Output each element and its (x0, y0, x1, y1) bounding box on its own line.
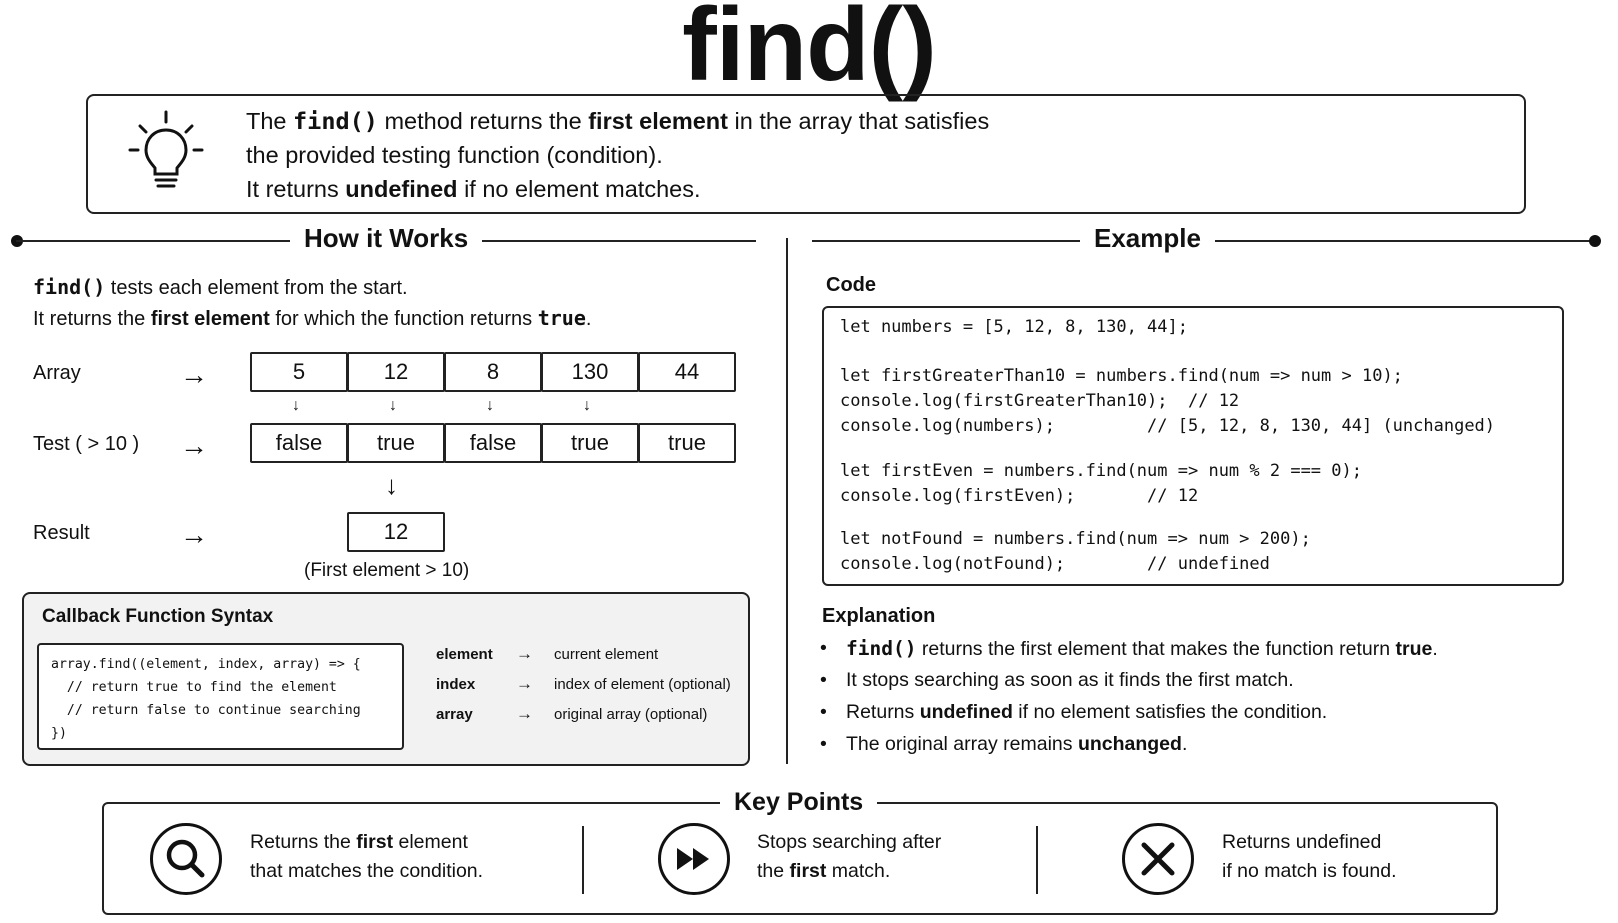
callback-code: array.find((element, index, array) => { // return true to find the element // return false to continue searching }) (37, 643, 404, 750)
right-arrow-icon: → (516, 644, 533, 663)
array-label: Array (33, 362, 81, 384)
column-divider (786, 238, 788, 764)
test-cell: true (541, 423, 639, 463)
key-point-text: Returns the first element that matches the condition. (250, 831, 484, 882)
array-cell: 5 (250, 352, 348, 392)
divider-dot (1589, 235, 1601, 247)
search-icon (150, 823, 222, 895)
list-item: • find() returns the first element that makes the function return true. (846, 637, 1438, 661)
down-arrow-icon: ↓ (385, 470, 398, 500)
key-point-text: Returns undefined if no match is found. (1222, 831, 1397, 882)
example-heading: Example (1080, 223, 1215, 254)
result-cell: 12 (347, 512, 445, 552)
how-heading: How it Works (290, 223, 482, 254)
right-arrow-icon: → (516, 674, 533, 693)
callback-title: Callback Function Syntax (42, 606, 274, 627)
close-icon (1122, 823, 1194, 895)
param-name: index (436, 676, 476, 693)
key-points-heading: Key Points (720, 788, 877, 817)
array-cell: 12 (347, 352, 445, 392)
lightbulb-icon (126, 106, 206, 192)
array-cell: 44 (638, 352, 736, 392)
test-cell: true (638, 423, 736, 463)
result-label: Result (33, 522, 90, 544)
test-cell: false (444, 423, 542, 463)
how-desc-1: find() tests each element from the start. (33, 275, 408, 299)
key-points-box (102, 802, 1498, 915)
intro-box (86, 94, 1526, 214)
right-arrow-icon: → (516, 704, 533, 723)
code-block: let numbers = [5, 12, 8, 130, 44]; let firstGreaterThan10 = numbers.find(num => num > 10); console.log(firstGreaterThan10); // 12 console.log(numbers); // [5, 12, 8, 130, 44] (unchanged) let firstEven = numbers.find(num => num % 2 === 0); console.log(firstEven); // 12 let notFound = numbers.find(num => num > 200); console.log(notFound); // undefined (822, 306, 1564, 586)
param-name: array (436, 706, 473, 723)
key-point-separator (582, 826, 584, 894)
fast-forward-icon (658, 823, 730, 895)
right-arrow-icon: → (180, 430, 208, 461)
down-arrow-icon: ↓ (486, 397, 494, 414)
down-arrow-icon: ↓ (389, 397, 397, 414)
how-desc-2: It returns the first element for which the function returns true. (33, 306, 592, 330)
param-name: element (436, 646, 493, 663)
array-cell: 130 (541, 352, 639, 392)
down-arrow-icon: ↓ (292, 397, 300, 414)
param-desc: current element (554, 646, 659, 663)
down-arrow-icon: ↓ (583, 397, 591, 414)
test-cell: true (347, 423, 445, 463)
list-item: • The original array remains unchanged. (846, 733, 1187, 756)
code-label: Code (826, 274, 876, 296)
callback-syntax-box (22, 592, 750, 766)
right-arrow-icon: → (180, 519, 208, 550)
param-desc: index of element (optional) (554, 676, 731, 693)
right-arrow-icon: → (180, 359, 208, 390)
page-title: find() (682, 0, 936, 103)
test-cell: false (250, 423, 348, 463)
test-label: Test ( > 10 ) (33, 433, 140, 455)
array-cell: 8 (444, 352, 542, 392)
list-item: • Returns undefined if no element satisfies the condition. (846, 701, 1327, 724)
key-point-separator (1036, 826, 1038, 894)
result-note: (First element > 10) (304, 560, 470, 581)
param-desc: original array (optional) (554, 706, 708, 723)
list-item: • It stops searching as soon as it finds the first match. (846, 669, 1294, 692)
intro-text: The find() method returns the first element in the array that satisfies the provided testing function (condition). It returns undefined if no element matches. (246, 107, 990, 202)
explanation-label: Explanation (822, 605, 936, 627)
key-point-text: Stops searching after the first match. (757, 831, 942, 882)
